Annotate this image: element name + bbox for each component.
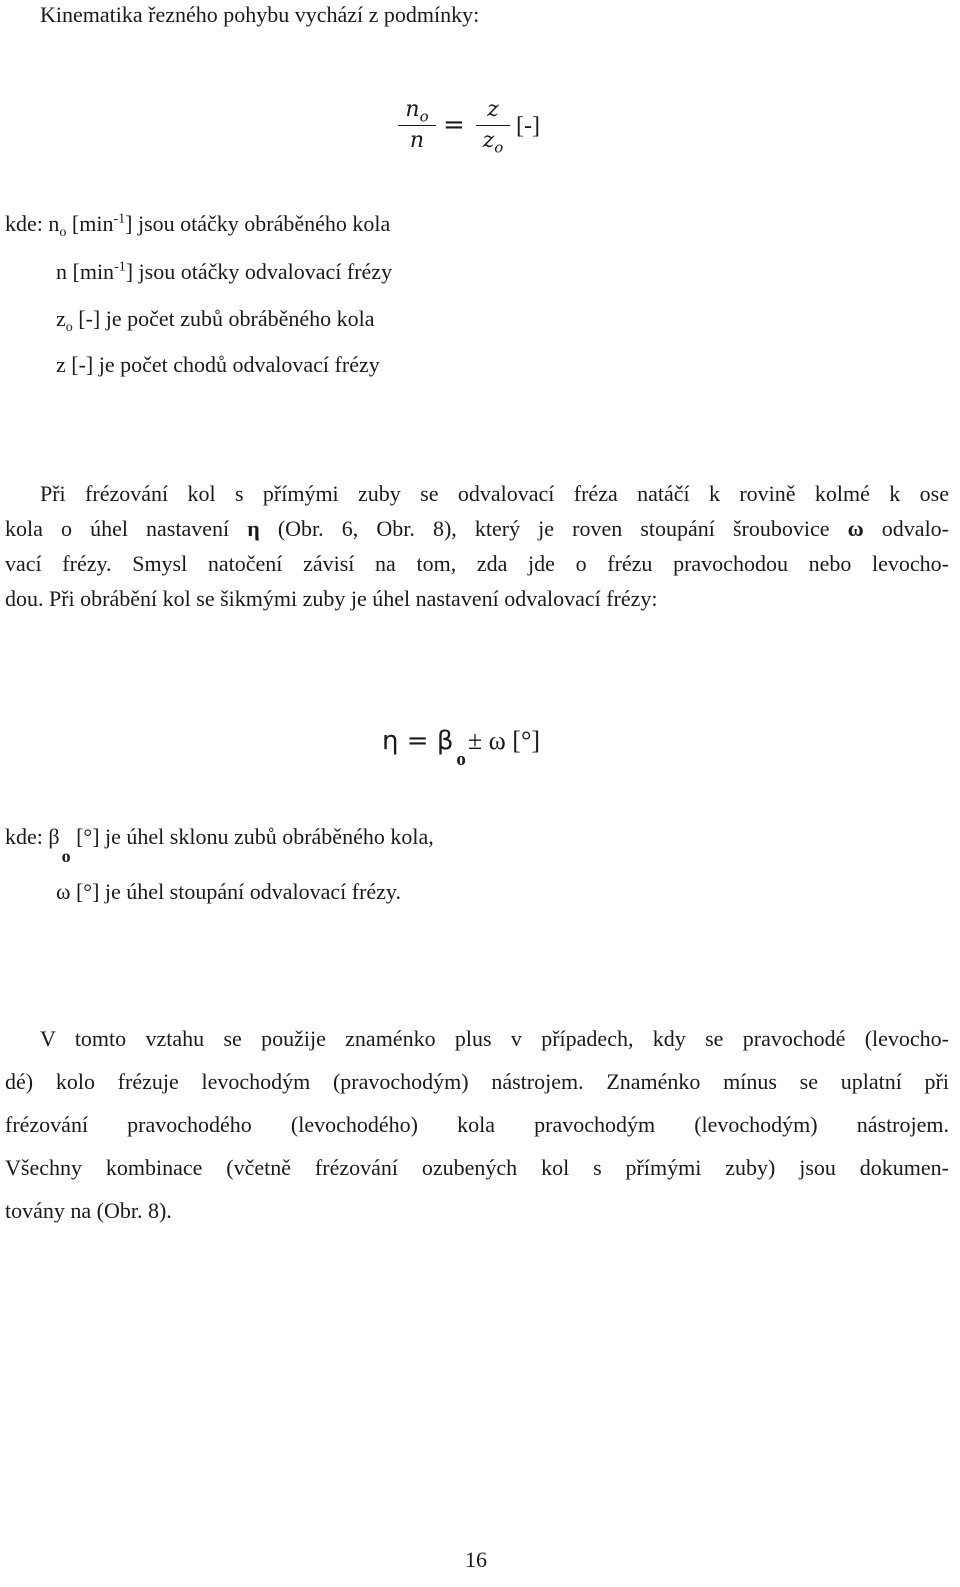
intro-text: Kinematika řezného pohybu vychází z podmínky:	[40, 2, 480, 27]
fraction-bar	[476, 125, 510, 126]
definition-beta: kde: $\beta_o$ [°] je úhel sklonu zubů obráběného kola,	[5, 824, 434, 866]
para2-line4: Všechny kombinace (včetně frézování ozubených kol s přímými zuby) jsou dokumen-	[5, 1155, 949, 1180]
equals-sign: =	[443, 110, 465, 140]
para2-line3: frézování pravochodého (levochodého) kola pravochodým (levochodým) nástrojem.	[5, 1112, 949, 1137]
page-number: 16	[465, 1547, 487, 1572]
para1-line4: dou. Při obrábění kol se šikmými zuby je úhel nastavení odvalovací frézy:	[5, 586, 658, 611]
lhs-denominator: n	[409, 128, 425, 154]
para1-line3: vací frézy. Smysl natočení závisí na tom, zda jde o frézu pravochodou nebo levocho-	[5, 551, 949, 576]
formula-unit: [-]	[516, 113, 540, 139]
rhs-fraction	[476, 97, 510, 157]
para2-line1: V tomto vztahu se použije znaménko plus v případech, kdy se pravochodé (levocho-	[40, 1026, 949, 1051]
lhs-numerator-sub: o	[419, 107, 429, 126]
definition-n: n $[\min^{-1}]$ jsou otáčky odvalovací frézy	[56, 259, 393, 284]
para1-line2: kola o úhel nastavení η (Obr. 6, Obr. 8), který je roven stoupání šroubovice ω odvalo-	[5, 516, 950, 541]
fraction-bar	[398, 125, 436, 126]
definition-z: z [-] je počet chodů odvalovací frézy	[56, 352, 380, 377]
definition-zo: $z_o$ [-] je počet zubů obráběného kola	[56, 306, 375, 335]
para1-line1: Při frézování kol s přímými zuby se odvalovací fréza natáčí k rovině kolmé k ose	[40, 481, 949, 506]
formula-eta: $\eta = \beta_o\pm \omega$ [°]	[382, 726, 541, 770]
rhs-denominator-sub: o	[494, 138, 504, 157]
para2-line2: dé) kolo frézuje levochodým (pravochodým) nástrojem. Znaménko mínus se uplatní při	[5, 1069, 949, 1094]
definition-omega: ω [°] je úhel stoupání odvalovací frézy.	[56, 879, 402, 904]
lhs-fraction	[398, 97, 436, 154]
definition-no: kde: $n_o$ $[\min^{-1}]$ jsou otáčky obráběného kola	[5, 211, 391, 240]
lhs-numerator: n	[405, 97, 420, 122]
para2-line5: továny na (Obr. 8).	[5, 1198, 172, 1223]
rhs-denominator: z	[482, 128, 495, 154]
rhs-numerator: z	[487, 97, 499, 122]
